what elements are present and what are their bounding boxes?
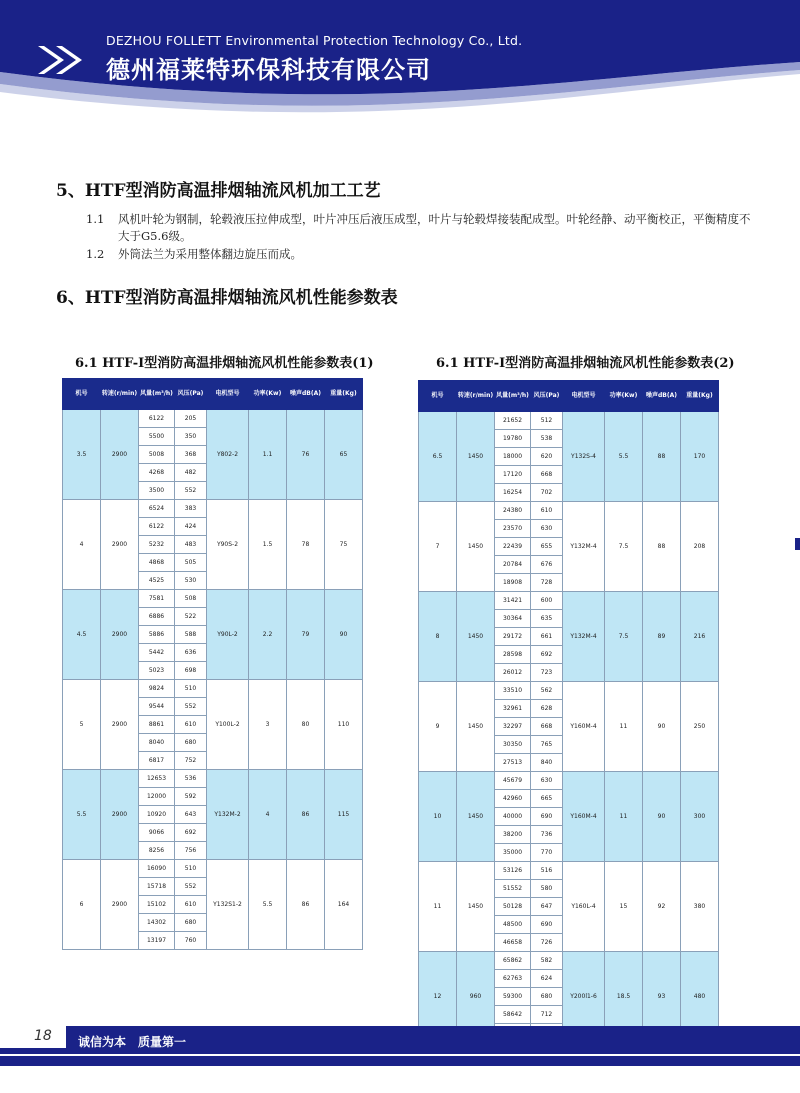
column-header: 转速(r/min) bbox=[457, 381, 495, 412]
pressure-cell: 698 bbox=[175, 662, 207, 680]
pressure-cell: 752 bbox=[175, 752, 207, 770]
column-header: 重量(Kg) bbox=[325, 379, 363, 410]
power-cell: 7.5 bbox=[605, 502, 643, 592]
pressure-cell: 680 bbox=[175, 914, 207, 932]
item-text: 外筒法兰为采用整体翻边旋压而成。 bbox=[118, 247, 302, 261]
pressure-cell: 610 bbox=[175, 716, 207, 734]
airflow-cell: 33510 bbox=[495, 682, 531, 700]
airflow-cell: 32297 bbox=[495, 718, 531, 736]
airflow-cell: 24380 bbox=[495, 502, 531, 520]
pressure-cell: 723 bbox=[531, 664, 563, 682]
airflow-cell: 28598 bbox=[495, 646, 531, 664]
pressure-cell: 552 bbox=[175, 482, 207, 500]
airflow-cell: 8861 bbox=[139, 716, 175, 734]
page-number-box bbox=[0, 1026, 66, 1048]
company-name-en: DEZHOU FOLLETT Environmental Protection Technology Co., Ltd. bbox=[106, 33, 523, 48]
airflow-cell: 42960 bbox=[495, 790, 531, 808]
page-header bbox=[0, 0, 800, 140]
column-header: 电机型号 bbox=[563, 381, 605, 412]
table-row bbox=[419, 772, 719, 790]
process-item-2 bbox=[86, 246, 758, 263]
pressure-cell: 661 bbox=[531, 628, 563, 646]
fan-no-cell: 8 bbox=[419, 592, 457, 682]
pressure-cell: 630 bbox=[531, 772, 563, 790]
weight-cell: 480 bbox=[681, 952, 719, 1042]
airflow-cell: 20784 bbox=[495, 556, 531, 574]
pressure-cell: 676 bbox=[531, 556, 563, 574]
airflow-cell: 12653 bbox=[139, 770, 175, 788]
motor-cell: Y132S-4 bbox=[563, 412, 605, 502]
pressure-cell: 505 bbox=[175, 554, 207, 572]
airflow-cell: 29172 bbox=[495, 628, 531, 646]
speed-cell: 1450 bbox=[457, 592, 495, 682]
pressure-cell: 726 bbox=[531, 934, 563, 952]
airflow-cell: 19780 bbox=[495, 430, 531, 448]
airflow-cell: 53126 bbox=[495, 862, 531, 880]
speed-cell: 2900 bbox=[101, 680, 139, 770]
airflow-cell: 30364 bbox=[495, 610, 531, 628]
airflow-cell: 27513 bbox=[495, 754, 531, 772]
fan-no-cell: 5.5 bbox=[63, 770, 101, 860]
power-cell: 5.5 bbox=[605, 412, 643, 502]
airflow-cell: 14302 bbox=[139, 914, 175, 932]
table-row bbox=[419, 412, 719, 430]
column-header: 噪声dB(A) bbox=[287, 379, 325, 410]
fan-no-cell: 5 bbox=[63, 680, 101, 770]
table-row bbox=[419, 952, 719, 970]
pressure-cell: 635 bbox=[531, 610, 563, 628]
weight-cell: 164 bbox=[325, 860, 363, 950]
column-header: 风量(m³/h) bbox=[139, 379, 175, 410]
table2-title: 6.1 HTF-Ⅰ型消防高温排烟轴流风机性能参数表(2) bbox=[436, 356, 735, 371]
speed-cell: 2900 bbox=[101, 590, 139, 680]
motor-cell: Y90L-2 bbox=[207, 590, 249, 680]
table-row bbox=[63, 860, 363, 878]
noise-cell: 92 bbox=[643, 862, 681, 952]
noise-cell: 79 bbox=[287, 590, 325, 680]
weight-cell: 216 bbox=[681, 592, 719, 682]
airflow-cell: 4525 bbox=[139, 572, 175, 590]
airflow-cell: 6122 bbox=[139, 518, 175, 536]
column-header: 功率(Kw) bbox=[249, 379, 287, 410]
table1-title: 6.1 HTF-Ⅰ型消防高温排烟轴流风机性能参数表(1) bbox=[75, 356, 374, 371]
airflow-cell: 9066 bbox=[139, 824, 175, 842]
pressure-cell: 655 bbox=[531, 538, 563, 556]
motor-cell: Y160M-4 bbox=[563, 682, 605, 772]
section6-title: 6、HTF型消防高温排烟轴流风机性能参数表 bbox=[56, 288, 398, 308]
airflow-cell: 32961 bbox=[495, 700, 531, 718]
pressure-cell: 424 bbox=[175, 518, 207, 536]
pressure-cell: 350 bbox=[175, 428, 207, 446]
footer-divider bbox=[0, 1054, 800, 1056]
pressure-cell: 482 bbox=[175, 464, 207, 482]
item-number: 1.1 bbox=[86, 212, 105, 226]
airflow-cell: 6817 bbox=[139, 752, 175, 770]
power-cell: 11 bbox=[605, 772, 643, 862]
speed-cell: 1450 bbox=[457, 412, 495, 502]
pressure-cell: 760 bbox=[175, 932, 207, 950]
pressure-cell: 510 bbox=[175, 680, 207, 698]
pressure-cell: 516 bbox=[531, 862, 563, 880]
weight-cell: 380 bbox=[681, 862, 719, 952]
fan-no-cell: 12 bbox=[419, 952, 457, 1042]
power-cell: 3 bbox=[249, 680, 287, 770]
speed-cell: 2900 bbox=[101, 500, 139, 590]
pressure-cell: 600 bbox=[531, 592, 563, 610]
noise-cell: 78 bbox=[287, 500, 325, 590]
airflow-cell: 22439 bbox=[495, 538, 531, 556]
fan-no-cell: 9 bbox=[419, 682, 457, 772]
fan-no-cell: 10 bbox=[419, 772, 457, 862]
speed-cell: 1450 bbox=[457, 682, 495, 772]
footer-slogan: 诚信为本 质量第一 bbox=[78, 1035, 187, 1049]
pressure-cell: 580 bbox=[531, 880, 563, 898]
pressure-cell: 610 bbox=[531, 502, 563, 520]
airflow-cell: 8040 bbox=[139, 734, 175, 752]
airflow-cell: 13197 bbox=[139, 932, 175, 950]
airflow-cell: 3500 bbox=[139, 482, 175, 500]
fan-no-cell: 11 bbox=[419, 862, 457, 952]
pressure-cell: 588 bbox=[175, 626, 207, 644]
motor-cell: Y160M-4 bbox=[563, 772, 605, 862]
airflow-cell: 50128 bbox=[495, 898, 531, 916]
pressure-cell: 728 bbox=[531, 574, 563, 592]
airflow-cell: 62763 bbox=[495, 970, 531, 988]
power-cell: 1.5 bbox=[249, 500, 287, 590]
motor-cell: Y100L-2 bbox=[207, 680, 249, 770]
airflow-cell: 45679 bbox=[495, 772, 531, 790]
noise-cell: 89 bbox=[643, 592, 681, 682]
pressure-cell: 668 bbox=[531, 718, 563, 736]
motor-cell: Y132S1-2 bbox=[207, 860, 249, 950]
airflow-cell: 35000 bbox=[495, 844, 531, 862]
noise-cell: 88 bbox=[643, 502, 681, 592]
pressure-cell: 770 bbox=[531, 844, 563, 862]
power-cell: 15 bbox=[605, 862, 643, 952]
pressure-cell: 510 bbox=[175, 860, 207, 878]
pressure-cell: 736 bbox=[531, 826, 563, 844]
pressure-cell: 530 bbox=[175, 572, 207, 590]
motor-cell: Y802-2 bbox=[207, 410, 249, 500]
airflow-cell: 48500 bbox=[495, 916, 531, 934]
power-cell: 2.2 bbox=[249, 590, 287, 680]
airflow-cell: 59300 bbox=[495, 988, 531, 1006]
pressure-cell: 765 bbox=[531, 736, 563, 754]
pressure-cell: 692 bbox=[531, 646, 563, 664]
motor-cell: Y160L-4 bbox=[563, 862, 605, 952]
airflow-cell: 38200 bbox=[495, 826, 531, 844]
speed-cell: 2900 bbox=[101, 770, 139, 860]
table-row bbox=[419, 592, 719, 610]
noise-cell: 80 bbox=[287, 680, 325, 770]
pressure-cell: 680 bbox=[531, 988, 563, 1006]
speed-cell: 960 bbox=[457, 952, 495, 1042]
airflow-cell: 9544 bbox=[139, 698, 175, 716]
airflow-cell: 26012 bbox=[495, 664, 531, 682]
pressure-cell: 508 bbox=[175, 590, 207, 608]
fan-no-cell: 6.5 bbox=[419, 412, 457, 502]
airflow-cell: 5008 bbox=[139, 446, 175, 464]
power-cell: 1.1 bbox=[249, 410, 287, 500]
weight-cell: 75 bbox=[325, 500, 363, 590]
table-row bbox=[419, 862, 719, 880]
fan-no-cell: 6 bbox=[63, 860, 101, 950]
pressure-cell: 690 bbox=[531, 808, 563, 826]
airflow-cell: 9824 bbox=[139, 680, 175, 698]
column-header: 噪声dB(A) bbox=[643, 381, 681, 412]
noise-cell: 86 bbox=[287, 860, 325, 950]
power-cell: 11 bbox=[605, 682, 643, 772]
weight-cell: 208 bbox=[681, 502, 719, 592]
column-header: 转速(r/min) bbox=[101, 379, 139, 410]
noise-cell: 93 bbox=[643, 952, 681, 1042]
airflow-cell: 16090 bbox=[139, 860, 175, 878]
pressure-cell: 592 bbox=[175, 788, 207, 806]
pressure-cell: 562 bbox=[531, 682, 563, 700]
column-header: 功率(Kw) bbox=[605, 381, 643, 412]
pressure-cell: 665 bbox=[531, 790, 563, 808]
page-footer bbox=[0, 1020, 800, 1093]
pressure-cell: 552 bbox=[175, 698, 207, 716]
speed-cell: 2900 bbox=[101, 410, 139, 500]
motor-cell: Y132M-2 bbox=[207, 770, 249, 860]
table-row bbox=[63, 680, 363, 698]
airflow-cell: 6524 bbox=[139, 500, 175, 518]
table-row bbox=[63, 590, 363, 608]
airflow-cell: 5886 bbox=[139, 626, 175, 644]
airflow-cell: 31421 bbox=[495, 592, 531, 610]
performance-table-2 bbox=[418, 380, 719, 1042]
column-header: 机号 bbox=[419, 381, 457, 412]
column-header: 机号 bbox=[63, 379, 101, 410]
weight-cell: 250 bbox=[681, 682, 719, 772]
power-cell: 4 bbox=[249, 770, 287, 860]
airflow-cell: 5023 bbox=[139, 662, 175, 680]
noise-cell: 86 bbox=[287, 770, 325, 860]
table-row bbox=[419, 682, 719, 700]
pressure-cell: 702 bbox=[531, 484, 563, 502]
pressure-cell: 628 bbox=[531, 700, 563, 718]
airflow-cell: 7581 bbox=[139, 590, 175, 608]
weight-cell: 170 bbox=[681, 412, 719, 502]
airflow-cell: 4268 bbox=[139, 464, 175, 482]
airflow-cell: 30350 bbox=[495, 736, 531, 754]
table-row bbox=[419, 502, 719, 520]
noise-cell: 90 bbox=[643, 772, 681, 862]
airflow-cell: 46658 bbox=[495, 934, 531, 952]
speed-cell: 1450 bbox=[457, 862, 495, 952]
noise-cell: 76 bbox=[287, 410, 325, 500]
page-number: 18 bbox=[34, 1028, 52, 1044]
pressure-cell: 538 bbox=[531, 430, 563, 448]
column-header: 重量(Kg) bbox=[681, 381, 719, 412]
company-name-cn: 德州福莱特环保科技有限公司 bbox=[106, 56, 431, 84]
pressure-cell: 680 bbox=[175, 734, 207, 752]
weight-cell: 65 bbox=[325, 410, 363, 500]
airflow-cell: 40000 bbox=[495, 808, 531, 826]
motor-cell: Y90S-2 bbox=[207, 500, 249, 590]
column-header: 风压(Pa) bbox=[175, 379, 207, 410]
airflow-cell: 15102 bbox=[139, 896, 175, 914]
airflow-cell: 4868 bbox=[139, 554, 175, 572]
weight-cell: 110 bbox=[325, 680, 363, 770]
airflow-cell: 8256 bbox=[139, 842, 175, 860]
table-row bbox=[63, 770, 363, 788]
item-number: 1.2 bbox=[86, 247, 105, 261]
power-cell: 5.5 bbox=[249, 860, 287, 950]
pressure-cell: 636 bbox=[175, 644, 207, 662]
column-header: 电机型号 bbox=[207, 379, 249, 410]
airflow-cell: 51552 bbox=[495, 880, 531, 898]
pressure-cell: 610 bbox=[175, 896, 207, 914]
motor-cell: Y132M-4 bbox=[563, 502, 605, 592]
pressure-cell: 383 bbox=[175, 500, 207, 518]
airflow-cell: 5442 bbox=[139, 644, 175, 662]
pressure-cell: 840 bbox=[531, 754, 563, 772]
motor-cell: Y132M-4 bbox=[563, 592, 605, 682]
airflow-cell: 6122 bbox=[139, 410, 175, 428]
process-item-1 bbox=[86, 211, 758, 245]
fan-no-cell: 4 bbox=[63, 500, 101, 590]
column-header: 风压(Pa) bbox=[531, 381, 563, 412]
pressure-cell: 624 bbox=[531, 970, 563, 988]
speed-cell: 1450 bbox=[457, 772, 495, 862]
airflow-cell: 65862 bbox=[495, 952, 531, 970]
pressure-cell: 692 bbox=[175, 824, 207, 842]
airflow-cell: 15718 bbox=[139, 878, 175, 896]
item-text: 风机叶轮为钢制，轮毂液压拉伸成型，叶片冲压后液压成型，叶片与轮毂焊接装配成型。叶轮经静、动平衡校正，平衡精度不大于G5.6级。 bbox=[118, 212, 751, 243]
weight-cell: 90 bbox=[325, 590, 363, 680]
speed-cell: 2900 bbox=[101, 860, 139, 950]
table-row bbox=[63, 500, 363, 518]
weight-cell: 300 bbox=[681, 772, 719, 862]
fan-no-cell: 7 bbox=[419, 502, 457, 592]
pressure-cell: 205 bbox=[175, 410, 207, 428]
noise-cell: 90 bbox=[643, 682, 681, 772]
motor-cell: Y200l1-6 bbox=[563, 952, 605, 1042]
pressure-cell: 536 bbox=[175, 770, 207, 788]
pressure-cell: 582 bbox=[531, 952, 563, 970]
fan-no-cell: 4.5 bbox=[63, 590, 101, 680]
airflow-cell: 23570 bbox=[495, 520, 531, 538]
pressure-cell: 620 bbox=[531, 448, 563, 466]
performance-table-1 bbox=[62, 378, 363, 950]
pressure-cell: 522 bbox=[175, 608, 207, 626]
airflow-cell: 16254 bbox=[495, 484, 531, 502]
weight-cell: 115 bbox=[325, 770, 363, 860]
pressure-cell: 630 bbox=[531, 520, 563, 538]
airflow-cell: 5232 bbox=[139, 536, 175, 554]
pressure-cell: 512 bbox=[531, 412, 563, 430]
power-cell: 7.5 bbox=[605, 592, 643, 682]
airflow-cell: 10920 bbox=[139, 806, 175, 824]
table-row bbox=[63, 410, 363, 428]
pressure-cell: 647 bbox=[531, 898, 563, 916]
section5-title: 5、HTF型消防高温排烟轴流风机加工工艺 bbox=[56, 181, 381, 201]
airflow-cell: 58642 bbox=[495, 1006, 531, 1024]
power-cell: 18.5 bbox=[605, 952, 643, 1042]
fan-no-cell: 3.5 bbox=[63, 410, 101, 500]
pressure-cell: 668 bbox=[531, 466, 563, 484]
pressure-cell: 712 bbox=[531, 1006, 563, 1024]
noise-cell: 88 bbox=[643, 412, 681, 502]
airflow-cell: 18908 bbox=[495, 574, 531, 592]
pressure-cell: 643 bbox=[175, 806, 207, 824]
side-marker bbox=[795, 538, 800, 550]
airflow-cell: 12000 bbox=[139, 788, 175, 806]
pressure-cell: 552 bbox=[175, 878, 207, 896]
speed-cell: 1450 bbox=[457, 502, 495, 592]
airflow-cell: 5500 bbox=[139, 428, 175, 446]
pressure-cell: 368 bbox=[175, 446, 207, 464]
pressure-cell: 756 bbox=[175, 842, 207, 860]
pressure-cell: 690 bbox=[531, 916, 563, 934]
column-header: 风量(m³/h) bbox=[495, 381, 531, 412]
airflow-cell: 18000 bbox=[495, 448, 531, 466]
airflow-cell: 17120 bbox=[495, 466, 531, 484]
airflow-cell: 6886 bbox=[139, 608, 175, 626]
pressure-cell: 483 bbox=[175, 536, 207, 554]
airflow-cell: 21652 bbox=[495, 412, 531, 430]
